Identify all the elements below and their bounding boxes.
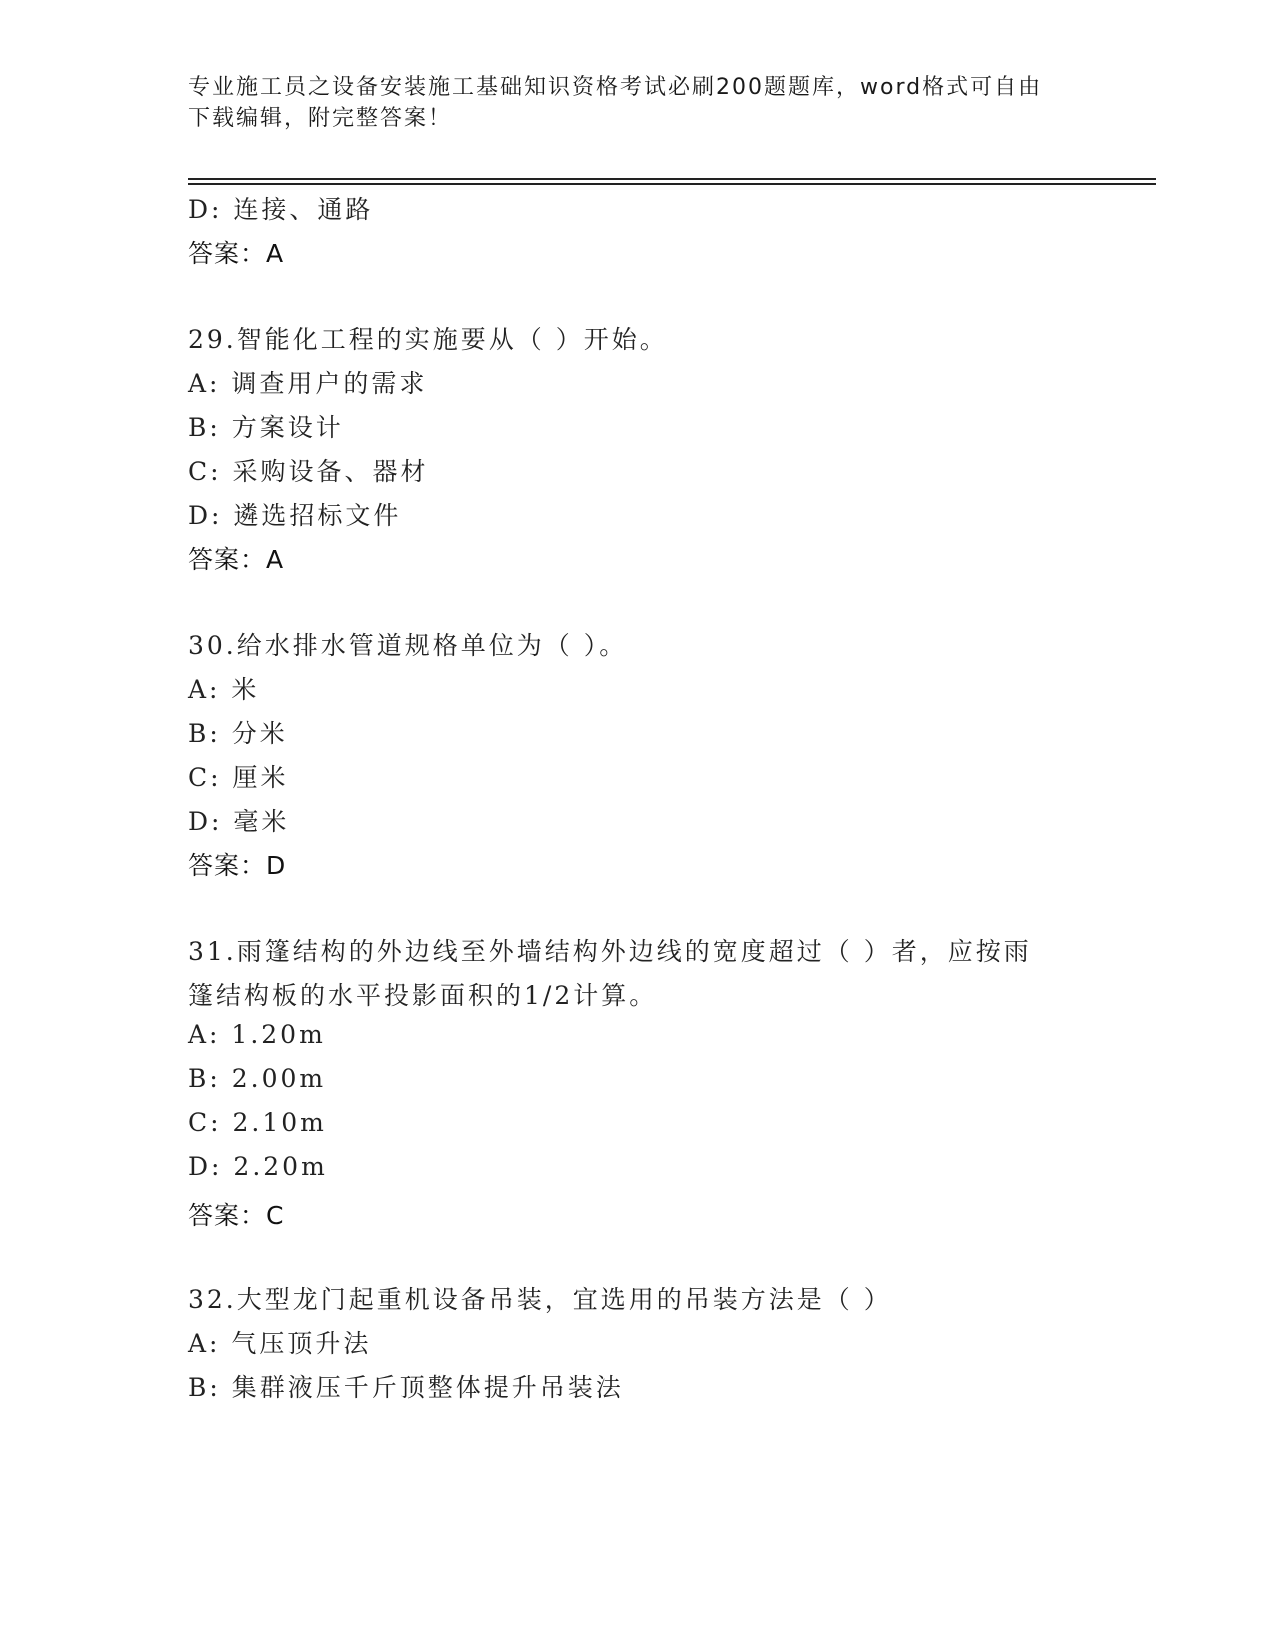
header-line-2: 下载编辑，附完整答案！ (188, 106, 453, 131)
question-31-option-a: A: 1.20m (188, 1020, 326, 1049)
question-29-stem: 29.智能化工程的实施要从（ ）开始。 (188, 325, 668, 354)
question-30-option-d: D: 毫米 (188, 807, 290, 836)
header-line-1: 专业施工员之设备安装施工基础知识资格考试必刷200题题库，word格式可自由 (188, 75, 1043, 100)
question-29-option-c: C: 采购设备、器材 (188, 457, 429, 486)
question-31-stem-line-2: 篷结构板的水平投影面积的1/2计算。 (188, 981, 658, 1010)
question-31-stem-line-1: 31.雨篷结构的外边线至外墙结构外边线的宽度超过（ ）者，应按雨 (188, 937, 1032, 966)
question-30-option-b: B: 分米 (188, 719, 288, 748)
document-header (188, 72, 1088, 134)
question-32-option-b: B: 集群液压千斤顶整体提升吊装法 (188, 1373, 624, 1402)
question-30-stem: 30.给水排水管道规格单位为（ ）。 (188, 631, 628, 660)
question-30-answer: 答案：D (188, 851, 287, 880)
question-32-stem: 32.大型龙门起重机设备吊装，宜选用的吊装方法是（ ） (188, 1285, 892, 1314)
header-divider-bottom (188, 183, 1156, 185)
question-29-option-b: B: 方案设计 (188, 413, 344, 442)
question-29-option-d: D: 遴选招标文件 (188, 501, 402, 530)
question-29-answer: 答案：A (188, 545, 285, 574)
question-31-option-d: D: 2.20m (188, 1152, 328, 1181)
question-31-option-c: C: 2.10m (188, 1108, 327, 1137)
question-29-option-a: A: 调查用户的需求 (188, 369, 428, 398)
header-divider-top (188, 178, 1156, 180)
question-30-option-c: C: 厘米 (188, 763, 289, 792)
prev-option-d: D: 连接、通路 (188, 195, 374, 224)
question-31-option-b: B: 2.00m (188, 1064, 327, 1093)
question-32-option-a: A: 气压顶升法 (188, 1329, 372, 1358)
prev-answer: 答案：A (188, 239, 285, 268)
question-31-answer: 答案：C (188, 1201, 285, 1230)
question-30-option-a: A: 米 (188, 675, 260, 704)
